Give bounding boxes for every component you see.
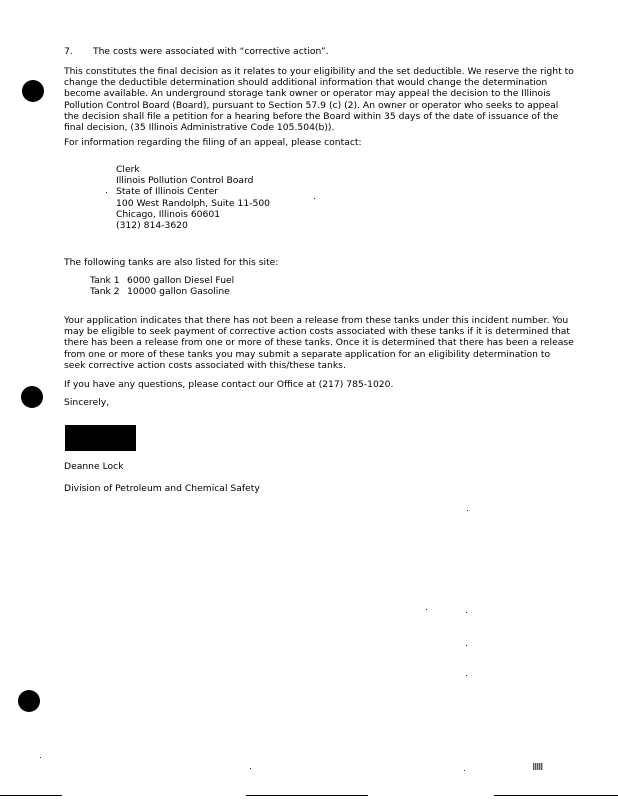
item-7-number: 7.: [64, 46, 73, 57]
tank-label: Tank 2: [90, 286, 120, 298]
address-line-3: State of Illinois Center: [116, 186, 219, 198]
bottom-rule-center: [246, 795, 368, 796]
item-7-text: The costs were associated with “corrective action”.: [93, 46, 329, 57]
scan-speck: [250, 768, 251, 769]
address-line-5: Chicago, Illinois 60601: [116, 208, 221, 220]
address-block: [116, 164, 270, 231]
scan-speck: [466, 612, 467, 613]
tank-row: [90, 275, 234, 286]
address-line-2: Illinois Pollution Control Board: [116, 175, 254, 187]
questions-line: If you have any questions, please contact our Office at (217) 785-1020.: [64, 379, 394, 390]
bottom-rule-right: [494, 795, 618, 796]
scan-speck: [466, 645, 467, 646]
signer-division: Division of Petroleum and Chemical Safety: [64, 483, 260, 494]
scan-speck: [467, 510, 468, 511]
bottom-rule-left: [0, 795, 62, 796]
scan-speck: [464, 770, 465, 771]
scan-speck: [466, 675, 467, 676]
signer-name: Deanne Lock: [64, 461, 124, 472]
tanks-intro: The following tanks are also listed for this site:: [64, 257, 279, 268]
address-line-4: 100 West Randolph, Suite 11-500: [116, 197, 271, 209]
hole-punch-middle: [21, 386, 43, 408]
tank-list: [90, 275, 234, 297]
scan-speck: [426, 609, 427, 610]
final-decision-paragraph: This constitutes the final decision as it relates to your eligibility and the set deductible. We reserve the right to change the deductible determination should additional information that would change the determination become available. An underground storage tank owner or operator may appeal the decision to the Illinois Pollution Control Board (Board), pursuant to Section 57.9 (c) (2). An owner or operator who seeks to appeal the decision shall file a petition for a hearing before the Board within 35 days of the date of issuance of the final decision, (35 Illinois Administrative Code 105.504(b)).: [64, 66, 574, 134]
tank-row: [90, 286, 234, 297]
hole-punch-top: [22, 80, 44, 102]
address-line-6: (312) 814-3620: [116, 220, 188, 232]
page-mark: [533, 763, 543, 770]
address-line-1: Clerk: [116, 164, 140, 175]
scan-speck: [106, 192, 107, 193]
scan-speck: [314, 198, 315, 199]
redacted-signature: [65, 425, 136, 451]
tank-label: Tank 1: [90, 275, 120, 286]
hole-punch-bottom: [18, 690, 40, 712]
appeal-contact-intro: For information regarding the filing of an appeal, please contact:: [64, 137, 362, 148]
tank-desc: 6000 gallon Diesel Fuel: [127, 275, 235, 286]
closing: Sincerely,: [64, 397, 110, 408]
scan-speck: [40, 757, 41, 758]
application-paragraph: Your application indicates that there has not been a release from these tanks under this incident number. You may be eligible to seek payment of corrective action costs associated with these tanks if it is determined that there has been a release from one or more of these tanks. Once it is determined that there has been a release from one or more of these tanks you may submit a separate application for an eligibility determination to seek corrective action costs associated with this/these tanks.: [64, 315, 574, 371]
tank-desc: 10000 gallon Gasoline: [127, 286, 230, 298]
item-7: [64, 46, 584, 57]
